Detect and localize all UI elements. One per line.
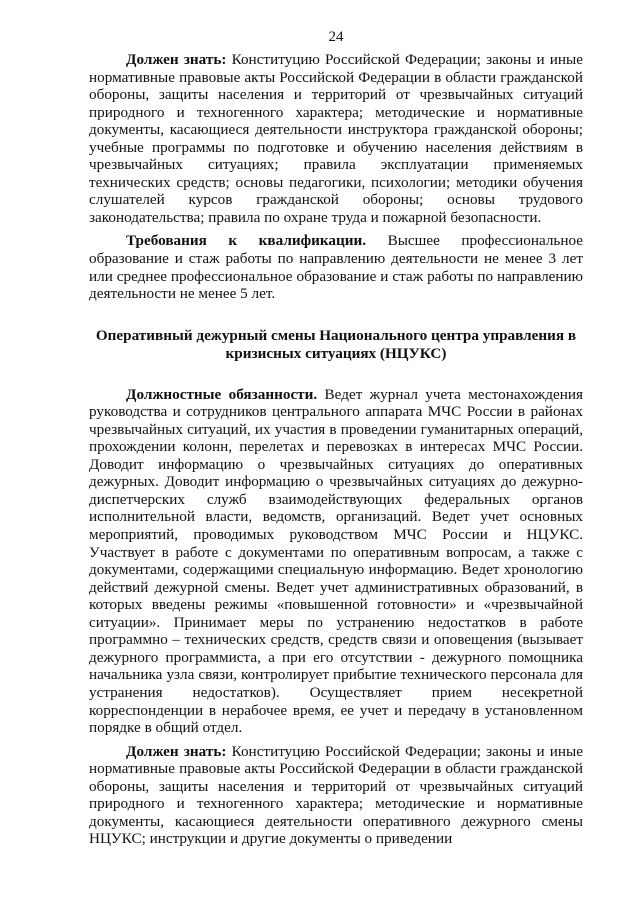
paragraph-label: Должностные обязанности. <box>126 385 318 403</box>
paragraph-duties <box>89 386 583 737</box>
section-heading: Оперативный дежурный смены Национального центра управления в кризисных ситуациях (НЦУКС) <box>95 326 577 362</box>
paragraph-label: Должен знать: <box>126 51 227 68</box>
paragraph-must-know-duty-officer <box>89 743 583 848</box>
paragraph-qualification-requirements <box>89 232 583 302</box>
paragraph-text: Конституцию Российской Федерации; законы и иные нормативные правовые акты Российской Федерации в области гражданской обороны, защиты населения и территорий от чрезвычайных ситуаций природного и техногенного характера; методические и нормативные документы, касающиеся деятельности инструктора гражданской обороны; учебные программы по подготовке и обучению населения действиям в чрезвычайных ситуациях; правила эксплуатации применяемых технических средств; основы педагогики, психологии; методики обучения слушателей курсов гражданской обороны; основы трудового законодательства; правила по охране труда и пожарной безопасности. <box>89 51 583 226</box>
paragraph-text: Высшее профессиональное образование и стаж работы по направлению деятельности не менее 3 лет или среднее профессиональное образование и стаж работы по направлению деятельности не менее 5 лет. <box>89 232 583 303</box>
paragraph-text: Ведет журнал учета местонахождения руководства и сотрудников центрального аппарата МЧС России в районах чрезвычайных ситуаций, их участия в проведении гуманитарных операций, прохождении колонн, перелетах и перевозках в интересах МЧС России. Доводит информацию о чрезвычайных ситуациях до оперативных дежурных. Доводит информацию о чрезвычайных ситуациях до дежурно-диспетчерских служб взаимодействующих федеральных органов исполнительной власти, ведомств, организаций. Ведет учет основных мероприятий, проводимых руководством МЧС России и НЦУКС. Участвует в работе с документами по оперативным вопросам, а также с документами, содержащими специальную информацию. Ведет хронологию действий дежурной смены. Ведет учет административных образований, в которых введены режимы «повышенной готовности» и «чрезвычайной ситуации». Принимает меры по устранению недостатков в работе программно – технических средств, средств связи и оповещения (вызывает дежурного программиста, а при его отсутствии - дежурного помощника начальника узла связи, контролирует прибытие технического персонала для устранения недостатков). Осуществляет прием несекретной корреспонденции в нерабочее время, ее учет и передачу в установленном порядке в общий отдел. <box>89 385 583 737</box>
document-body <box>89 51 583 848</box>
paragraph-label: Требования к квалификации. <box>126 232 367 250</box>
paragraph-must-know-instructor <box>89 51 583 226</box>
page-number: 24 <box>328 29 344 45</box>
paragraph-text: Конституцию Российской Федерации; законы и иные нормативные правовые акты Российской Федерации в области гражданской обороны, защиты населения и территорий от чрезвычайных ситуаций природного и техногенного характера; методические и нормативные документы, касающиеся деятельности оперативного дежурного смены НЦУКС; инструкции и другие документы о приведении <box>89 742 583 848</box>
paragraph-label: Должен знать: <box>126 742 227 760</box>
